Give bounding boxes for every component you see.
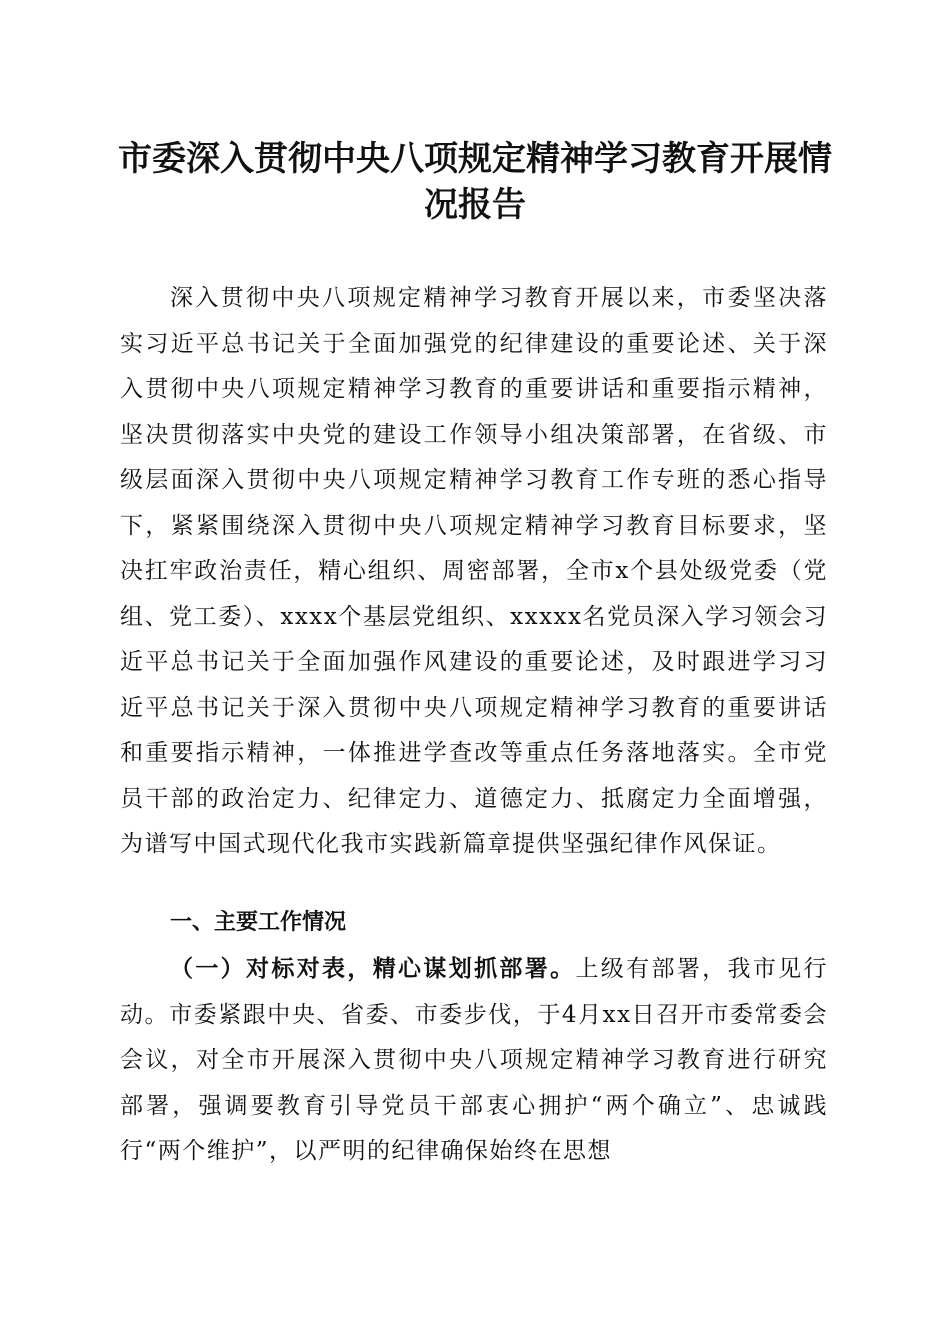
subsection-text: 上级有部署，我市见行动。市委紧跟中央、省委、市委步伐，于4月xx日召开市委常委会会议，对全市开展深入贯彻中央八项规定精神学习教育进行研究部署，强调要教育引导党员干部衷心拥护“两个确立”、忠诚践行“两个维护”，以严明的纪律确保始终在思想 [120, 956, 829, 1164]
document-title: 市委深入贯彻中央八项规定精神学习教育开展情况报告 [118, 139, 832, 225]
subsection-heading: （一）对标对表，精心谋划抓部署。 [170, 955, 576, 982]
subsection-paragraph [120, 946, 828, 1175]
section-heading: 一、主要工作情况 [170, 910, 347, 935]
intro-paragraph: 深入贯彻中央八项规定精神学习教育开展以来，市委坚决落实习近平总书记关于全面加强党的纪律建设的重要论述、关于深入贯彻中央八项规定精神学习教育的重要讲话和重要指示精神，坚决贯彻落实中央党的建设工作领导小组决策部署，在省级、市级层面深入贯彻中央八项规定精神学习教育工作专班的悉心指导下，紧紧围绕深入贯彻中央八项规定精神学习教育目标要求，坚决扛牢政治责任，精心组织、周密部署，全市x个县处级党委（党组、党工委）、xxxx个基层党组织、xxxxx名党员深入学习领会习近平总书记关于全面加强作风建设的重要论述，及时跟进学习习近平总书记关于深入贯彻中央八项规定精神学习教育的重要讲话和重要指示精神，一体推进学查改等重点任务落地落实。全市党员干部的政治定力、纪律定力、道德定力、抵腐定力全面增强，为谱写中国式现代化我市实践新篇章提供坚强纪律作风保证。 [120, 285, 828, 857]
